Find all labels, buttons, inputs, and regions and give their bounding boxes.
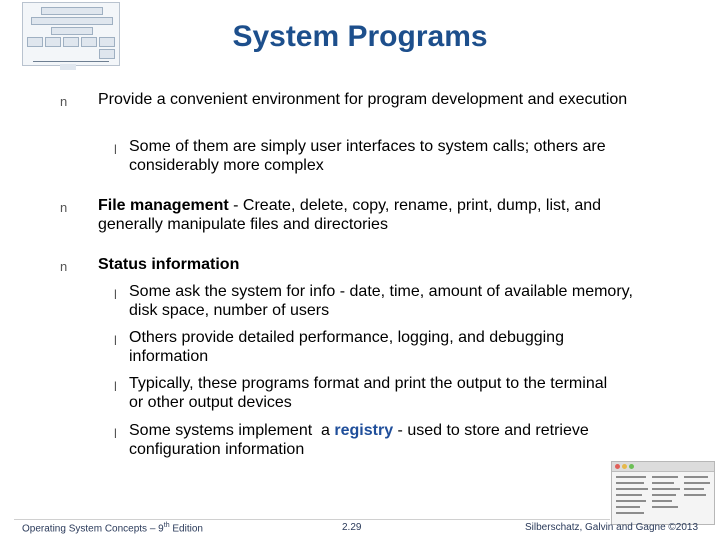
footer-page-number: 2.29 xyxy=(342,522,362,533)
bullet-text: Provide a convenient environment for program development and execution xyxy=(98,91,628,108)
slide-title: System Programs xyxy=(232,20,488,53)
bullet-text-file-management xyxy=(98,196,643,234)
sub-bullet-marker: l xyxy=(114,142,117,157)
bullet-description: - Create, delete, copy, rename, print, dump, list, and generally manipulate files and directories xyxy=(98,197,602,233)
thumbnail-titlebar xyxy=(612,462,714,472)
sub-bullet-text: Some ask the system for info - date, time, amount of available memory, disk space, number of users xyxy=(129,283,633,319)
text-segment: - used to store and retrieve configuration information xyxy=(129,422,589,458)
footer-authors: Silberschatz, Galvin and Gagne ©2013 xyxy=(525,522,699,533)
footer-divider xyxy=(14,519,610,520)
sub-bullet-marker: l xyxy=(114,333,117,348)
bullet-marker: n xyxy=(60,200,68,215)
bullet-marker: n xyxy=(60,94,68,109)
footer-course xyxy=(22,522,203,534)
sub-bullet-text: Some of them are simply user interfaces to system calls; others are considerably more complex xyxy=(129,138,606,174)
text-segment: Some systems implement a xyxy=(129,422,335,439)
bullet-bold-term: Status information xyxy=(98,256,240,273)
os-structure-thumbnail-tail xyxy=(60,64,76,70)
zoom-dot-icon xyxy=(629,464,634,469)
minimize-dot-icon xyxy=(622,464,627,469)
sub-bullet-marker: l xyxy=(114,379,117,394)
footer-edition: Edition xyxy=(169,523,203,535)
sub-bullet-text-registry xyxy=(129,421,609,459)
bullet-text-status-information xyxy=(98,255,638,274)
footer-course-title: Operating System Concepts – 9 xyxy=(22,523,164,535)
os-structure-thumbnail xyxy=(22,2,120,66)
sub-bullet-marker: l xyxy=(114,287,117,302)
bullet-marker: n xyxy=(60,259,68,274)
sub-bullet-text: Typically, these programs format and print the output to the terminal or other output devices xyxy=(129,375,608,411)
footer-edition-sup: th xyxy=(163,522,170,529)
registry-term: registry xyxy=(334,422,394,439)
activity-monitor-thumbnail xyxy=(611,461,715,525)
close-dot-icon xyxy=(615,464,620,469)
bullet-bold-term: File management xyxy=(98,197,229,214)
sub-bullet-marker: l xyxy=(114,426,117,441)
sub-bullet-text: Others provide detailed performance, logging, and debugging information xyxy=(129,329,564,365)
